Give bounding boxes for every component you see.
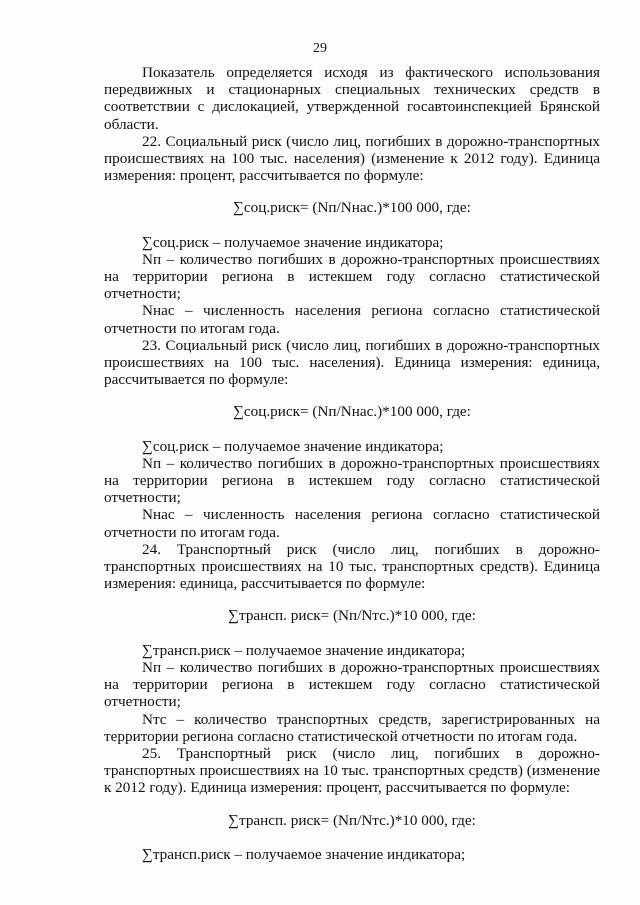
definition-nnas: Nнас – численность населения региона согласно статистической отчетности по итогам года. xyxy=(104,302,600,337)
definition-social-risk: ∑соц.риск – получаемое значение индикатора; xyxy=(142,233,444,251)
definition-nnas: Nнас – численность населения региона согласно статистической отчетности по итогам года. xyxy=(104,506,600,541)
formula-transport-risk-24: ∑трансп. риск= (Nп/Nтс.)*10 000, где: xyxy=(228,607,476,625)
definition-np: Nп – количество погибших в дорожно-транспортных происшествиях на территории региона в истекшем году согласно статистической отчетности; xyxy=(104,658,600,711)
paragraph-item-23: 23. Социальный риск (число лиц, погибших в дорожно-транспортных происшествиях на 100 тыс. населения). Единица измерения: единица, рассчитывается по формуле: xyxy=(104,336,600,389)
definition-social-risk: ∑соц.риск – получаемое значение индикатора; xyxy=(142,437,444,455)
definition-np: Nп – количество погибших в дорожно-транспортных происшествиях на территории региона в истекшем году согласно статистической отчетности; xyxy=(104,250,600,303)
definition-transport-risk: ∑трансп.риск – получаемое значение индикатора; xyxy=(142,641,466,659)
definition-np: Nп – количество погибших в дорожно-транспортных происшествиях на территории региона в истекшем году согласно статистической отчетности; xyxy=(104,454,600,507)
paragraph-item-22: 22. Социальный риск (число лиц, погибших в дорожно-транспортных происшествиях на 100 тыс. населения) (изменение к 2012 году). Единица измерения: процент, рассчитывается по формуле: xyxy=(104,132,600,185)
formula-social-risk-22: ∑соц.риск= (Nп/Nнас.)*100 000, где: xyxy=(233,199,471,217)
page-number: 29 xyxy=(313,41,327,56)
paragraph-intro: Показатель определяется исходя из фактического использования передвижных и стационарных специальных технических средств в соответствии с дислокацией, утвержденной госавтоинспекцией Брянской области. xyxy=(104,64,600,133)
formula-transport-risk-25: ∑трансп. риск= (Nп/Nтс.)*10 000, где: xyxy=(228,811,476,829)
document-body xyxy=(104,64,600,863)
definition-nts: Nтс – количество транспортных средств, зарегистрированных на территории региона согласно статистической отчетности по итогам года. xyxy=(104,710,600,745)
paragraph-item-25: 25. Транспортный риск (число лиц, погибших в дорожно-транспортных происшествиях на 10 тыс. транспортных средств) (изменение к 2012 году). Единица измерения: процент, рассчитывается по формуле: xyxy=(104,744,600,797)
definition-transport-risk: ∑трансп.риск – получаемое значение индикатора; xyxy=(142,845,466,863)
formula-social-risk-23: ∑соц.риск= (Nп/Nнас.)*100 000, где: xyxy=(233,403,471,421)
paragraph-item-24: 24. Транспортный риск (число лиц, погибших в дорожно-транспортных происшествиях на 10 тыс. транспортных средств). Единица измерения: единица, рассчитывается по формуле: xyxy=(104,540,600,593)
